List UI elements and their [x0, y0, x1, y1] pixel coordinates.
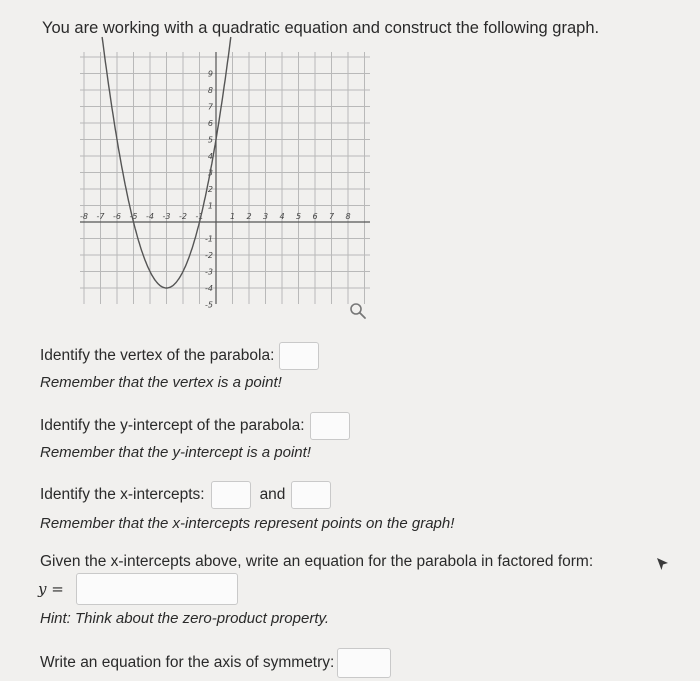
x-tick-label: 1: [229, 212, 236, 221]
xint-input-2[interactable]: [291, 481, 331, 509]
xint-label: Identify the x-intercepts:: [40, 486, 205, 503]
vertex-input[interactable]: [279, 342, 319, 370]
intro-text: You are working with a quadratic equation and construct the following graph.: [42, 19, 600, 37]
y-tick-label: -2: [205, 251, 213, 260]
y-tick-label: -5: [205, 300, 213, 310]
x-tick-label: 7: [328, 212, 335, 221]
xint-hint: Remember that the x-intercepts represent points on the graph!: [40, 515, 455, 532]
x-tick-label: -2: [179, 212, 187, 221]
y-tick-label: 4: [207, 152, 213, 161]
x-tick-label: -4: [146, 212, 154, 221]
x-tick-label: 4: [279, 212, 285, 221]
x-tick-label: -3: [162, 212, 171, 221]
x-tick-label: -5: [129, 212, 138, 221]
x-tick-label: 8: [345, 212, 351, 221]
x-tick-label: -1: [195, 212, 204, 221]
x-tick-label: -7: [96, 212, 105, 221]
vertex-label: Identify the vertex of the parabola:: [40, 347, 275, 364]
magnifier-icon[interactable]: [349, 302, 367, 325]
factored-equation-row: [38, 573, 238, 605]
parabola-graph: [80, 52, 370, 309]
y-tick-label: 8: [207, 86, 213, 95]
y-tick-label: 2: [207, 185, 213, 194]
xint-question: [40, 481, 331, 509]
yint-label: Identify the y-intercept of the parabola:: [40, 417, 305, 434]
x-tick-label: 2: [246, 212, 252, 221]
axis-question: [40, 648, 391, 678]
y-tick-label: 3: [207, 168, 213, 178]
vertex-hint: Remember that the vertex is a point!: [40, 374, 282, 391]
x-tick-label: -8: [80, 212, 88, 221]
axis-label: Write an equation for the axis of symmetry:: [40, 654, 335, 671]
y-tick-label: -1: [205, 234, 213, 244]
yint-question: [40, 412, 350, 440]
factored-hint: Hint: Think about the zero-product property.: [40, 610, 330, 627]
yint-input[interactable]: [310, 412, 350, 440]
y-tick-label: -3: [205, 267, 213, 277]
y-tick-label: 5: [207, 135, 213, 145]
y-tick-label: 1: [207, 201, 213, 211]
factored-label: Given the x-intercepts above, write an equation for the parabola in factored form:: [40, 553, 594, 570]
y-equals: y =: [38, 580, 64, 598]
graph-svg: [80, 52, 370, 310]
xint-input-1[interactable]: [211, 481, 251, 509]
y-tick-label: -4: [205, 284, 213, 293]
vertex-question: [40, 342, 319, 370]
cursor-icon: [656, 557, 670, 578]
factored-input[interactable]: [76, 573, 238, 605]
x-tick-label: 5: [295, 212, 302, 221]
y-tick-label: 6: [207, 119, 213, 128]
y-tick-label: 7: [207, 102, 213, 112]
axis-input[interactable]: [337, 648, 391, 678]
xint-and-label: and: [259, 486, 286, 503]
x-tick-label: -6: [113, 212, 121, 221]
x-tick-label: 6: [312, 212, 318, 221]
y-tick-label: 9: [207, 69, 213, 79]
x-tick-label: 3: [262, 212, 269, 221]
yint-hint: Remember that the y-intercept is a point!: [40, 444, 311, 461]
